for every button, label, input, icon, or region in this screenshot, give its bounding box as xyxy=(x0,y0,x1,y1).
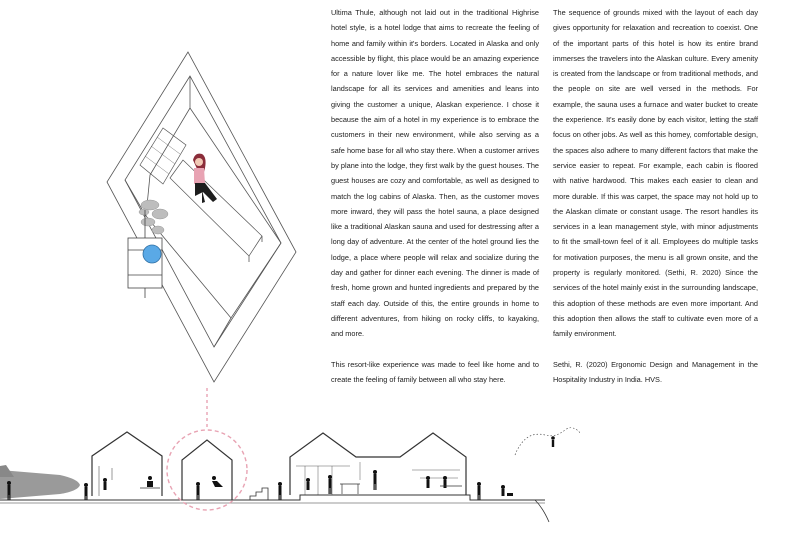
person-figure xyxy=(328,475,332,494)
person-figure xyxy=(306,478,310,490)
body-text-left-column xyxy=(331,5,539,403)
person-figure xyxy=(147,476,153,487)
sauna-stove xyxy=(128,210,162,298)
water-bucket xyxy=(143,245,161,263)
body-text-right-column xyxy=(553,5,758,403)
sitting-woman-figure xyxy=(193,154,217,203)
person-figure xyxy=(373,470,377,490)
paragraph: Ultima Thule, although not laid out in the traditional Highrise hotel style, is a hotel lodge that aims to recreate the feeling of home and family within it's borders. Located in Alaska and only accessible by flight, this place would be an amazing experience for a nature lover like me. The hotel embraces the natural landscape for all its services and amenities and leans into giving the customer a unique, Alaskan experience. I chose it because the aim of a hotel in my experience is to embrace the customers in their new environment, while also serving as a safe home base for all who stay there. When a customer arrives by plane into the lodge, they first walk by the guest houses. The guest houses are cozy and comfortable, as well as designed to match the log cabins of Alaska. Then, as the customer moves more inward, they will pass the hotel sauna, a place designed like a traditional Alaskan sauna and used for destressing after a long day of adventure. At the center of the hotel ground lies the lodge, a place where people will relax and socialize during the day and gather for dinner each evening. The dinner is made of fresh, home grown and hunted ingredients and prepared by the staff each day. Outside of this, the entire grounds in home to different adventures, from hiking on rocky cliffs, to kayaking, and more. xyxy=(331,8,539,339)
person-figure xyxy=(426,476,430,488)
sauna-house-elevation xyxy=(182,440,232,500)
airplane-silhouette xyxy=(0,465,80,499)
person-figure xyxy=(501,485,513,496)
sauna-steam xyxy=(139,200,168,234)
paragraph: The sequence of grounds mixed with the layout of each day gives opportunity for relaxation and recreation to coexist. One of the important parts of this hotel is how its entire brand immerses the travelers into the Alaskan culture. Every amenity is created from the landscape or from traditional methods, and the people on site are well versed in the methods. For example, the sauna uses a furnace and water bucket to create the experience. It's easily done by each visitor, letting the staff focus on other jobs. As well as this homey, comfortable design, the spaces also adhere to many different factors that make the service easier to repeat. For example, each cabin is floored with native hardwood. This makes each easier to clean and more durable. If this was carpet, the space may not hold up to the Alaskan climate or constant usage. The resort handles its services in a lean management style, with minor adjustments to fit the small-town feel of it all. Employees do multiple tasks for motivation purposes, the menu is all grown onsite, and the property is regularly monitored. (Sethi, R. 2020) Since the services of the hotel mainly exist in the surrounding landscape, this adoption of these methods are even more important. And this adoption then allows the staff to cultivate even more of a family environment. xyxy=(553,8,758,339)
people-silhouettes xyxy=(7,436,555,500)
paragraph: This resort-like experience was made to feel like home and to create the feeling of family between all who stay here. xyxy=(331,359,539,385)
isometric-sauna-view xyxy=(107,52,296,382)
main-lodge-elevation xyxy=(290,433,466,495)
entry-steps xyxy=(250,488,268,500)
person-figure xyxy=(196,482,200,500)
highlight-circle xyxy=(167,430,247,510)
person-figure xyxy=(103,478,107,490)
person-figure xyxy=(278,482,282,500)
person-figure xyxy=(551,436,555,447)
person-figure xyxy=(477,482,481,500)
reference-citation: Sethi, R. (2020) Ergonomic Design and Management in the Hospitality Industry in India. HVS. xyxy=(553,359,758,385)
person-figure xyxy=(84,483,88,500)
furniture xyxy=(140,484,462,494)
person-figure xyxy=(212,476,223,487)
